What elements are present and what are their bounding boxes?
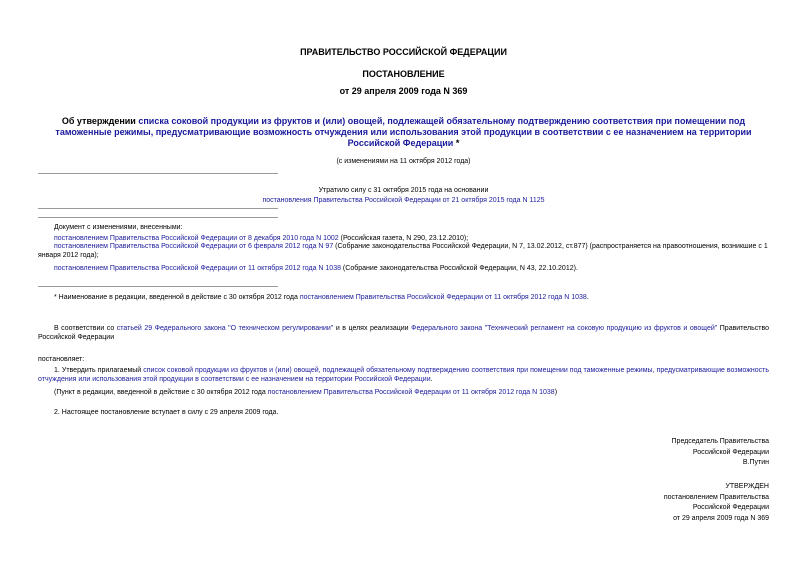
point-1 — [38, 366, 769, 384]
title-prefix: Об утверждении — [61, 116, 139, 126]
preamble-text: и в целях реализации — [333, 325, 412, 332]
title-star: * — [453, 138, 460, 148]
changes-note: (с изменениями на 11 октября 2012 года) — [336, 158, 471, 165]
approved-block — [664, 482, 769, 524]
divider — [38, 217, 278, 218]
amendment-source: (Собрание законодательства Российской Федерации, N 43, 22.10.2012). — [340, 265, 578, 272]
amendment-link[interactable]: постановлением Правительства Российской Федерации от 11 октября 2012 года N 1038 — [54, 265, 341, 272]
approved-date: от 29 апреля 2009 года N 369 — [673, 514, 769, 522]
amendment-item — [54, 264, 769, 273]
amendment-link[interactable]: постановлением Правительства Российской Федерации от 6 февраля 2012 года N 97 — [54, 243, 334, 250]
repeal-link[interactable]: постановления Правительства Российской Федерации от 21 октября 2015 года N 1125 — [262, 197, 545, 204]
point-1-text: 1. Утвердить прилагаемый — [54, 367, 144, 374]
point-1-note-end: ) — [554, 389, 558, 396]
footnote-text: * Наименование в редакции, введенной в действие с 30 октября 2012 года — [54, 294, 300, 301]
repeal-line: Утратило силу с 31 октября 2015 года на основании — [318, 187, 489, 194]
amendments-heading: Документ с изменениями, внесенными: — [54, 224, 183, 231]
approved-heading: УТВЕРЖДЕН — [725, 483, 769, 490]
divider — [38, 173, 278, 174]
signature-country: Российской Федерации — [692, 448, 769, 456]
law-link[interactable]: Федерального закона "Технический регламент на соковую продукцию из фруктов и овощей" — [411, 325, 718, 332]
approved-country: Российской Федерации — [692, 504, 769, 511]
approved-by: постановлением Правительства — [663, 493, 769, 501]
divider — [38, 208, 278, 209]
doc-type-heading: ПОСТАНОВЛЕНИЕ — [362, 69, 445, 79]
signature-name: В.Путин — [742, 459, 769, 466]
title-link[interactable]: списка соковой продукции из фруктов и (или) овощей, подлежащей обязательному подтверждению соответствия при помещении под таможенные режимы, предусматривающие возможность отчуждения или использования этой продукции в соответствии с ее назначением на территории Российской Федерации — [55, 116, 752, 148]
point-1-end: . — [430, 376, 433, 383]
amendment-source: (Российская газета, N 290, 23.12.2010); — [338, 235, 469, 242]
decides-text: постановляет: — [38, 356, 85, 363]
law-link[interactable]: статьей 29 Федерального закона "О техническом регулировании" — [116, 325, 334, 332]
government-heading: ПРАВИТЕЛЬСТВО РОССИЙСКОЙ ФЕДЕРАЦИИ — [300, 47, 507, 57]
point-1-note-text: (Пункт в редакции, введенной в действие с 30 октября 2012 года — [54, 389, 268, 396]
footnote-end: . — [586, 294, 589, 301]
preamble-paragraph — [38, 324, 769, 342]
preamble-text: Правительство Российской Федерации — [38, 325, 769, 341]
amendment-source: (Собрание законодательства Российской Федерации, N 7, 13.02.2012, ст.877) (распространяется на правоотношения, возникшие с 1 января 2012 года); — [38, 243, 768, 259]
preamble-text: В соответствии со — [54, 325, 117, 332]
date-number-heading: от 29 апреля 2009 года N 369 — [339, 86, 468, 96]
signature-block — [672, 437, 769, 469]
list-link[interactable]: список соковой продукции из фруктов и (или) овощей, подлежащей обязательному подтверждению соответствия при помещении под таможенные режимы, предусматривающие возможность отчуждения или использования этой продукции в соответствии с ее назначением на территории Российской Федерации — [38, 367, 770, 383]
divider — [38, 286, 278, 287]
amendment-item — [38, 242, 769, 260]
footnote-link[interactable]: постановлением Правительства Российской Федерации от 11 октября 2012 года N 1038 — [299, 294, 587, 301]
point-1-note — [54, 388, 769, 397]
point-2: 2. Настоящее постановление вступает в силу с 29 апреля 2009 года. — [54, 409, 279, 416]
document-title — [38, 116, 769, 149]
signature-title: Председатель Правительства — [671, 438, 769, 445]
amendment-link[interactable]: постановлением Правительства Российской Федерации от 8 декабря 2010 года N 1002 — [54, 235, 339, 242]
footnote — [54, 293, 769, 302]
point-1-note-link[interactable]: постановлением Правительства Российской Федерации от 11 октября 2012 года N 1038 — [267, 389, 555, 396]
